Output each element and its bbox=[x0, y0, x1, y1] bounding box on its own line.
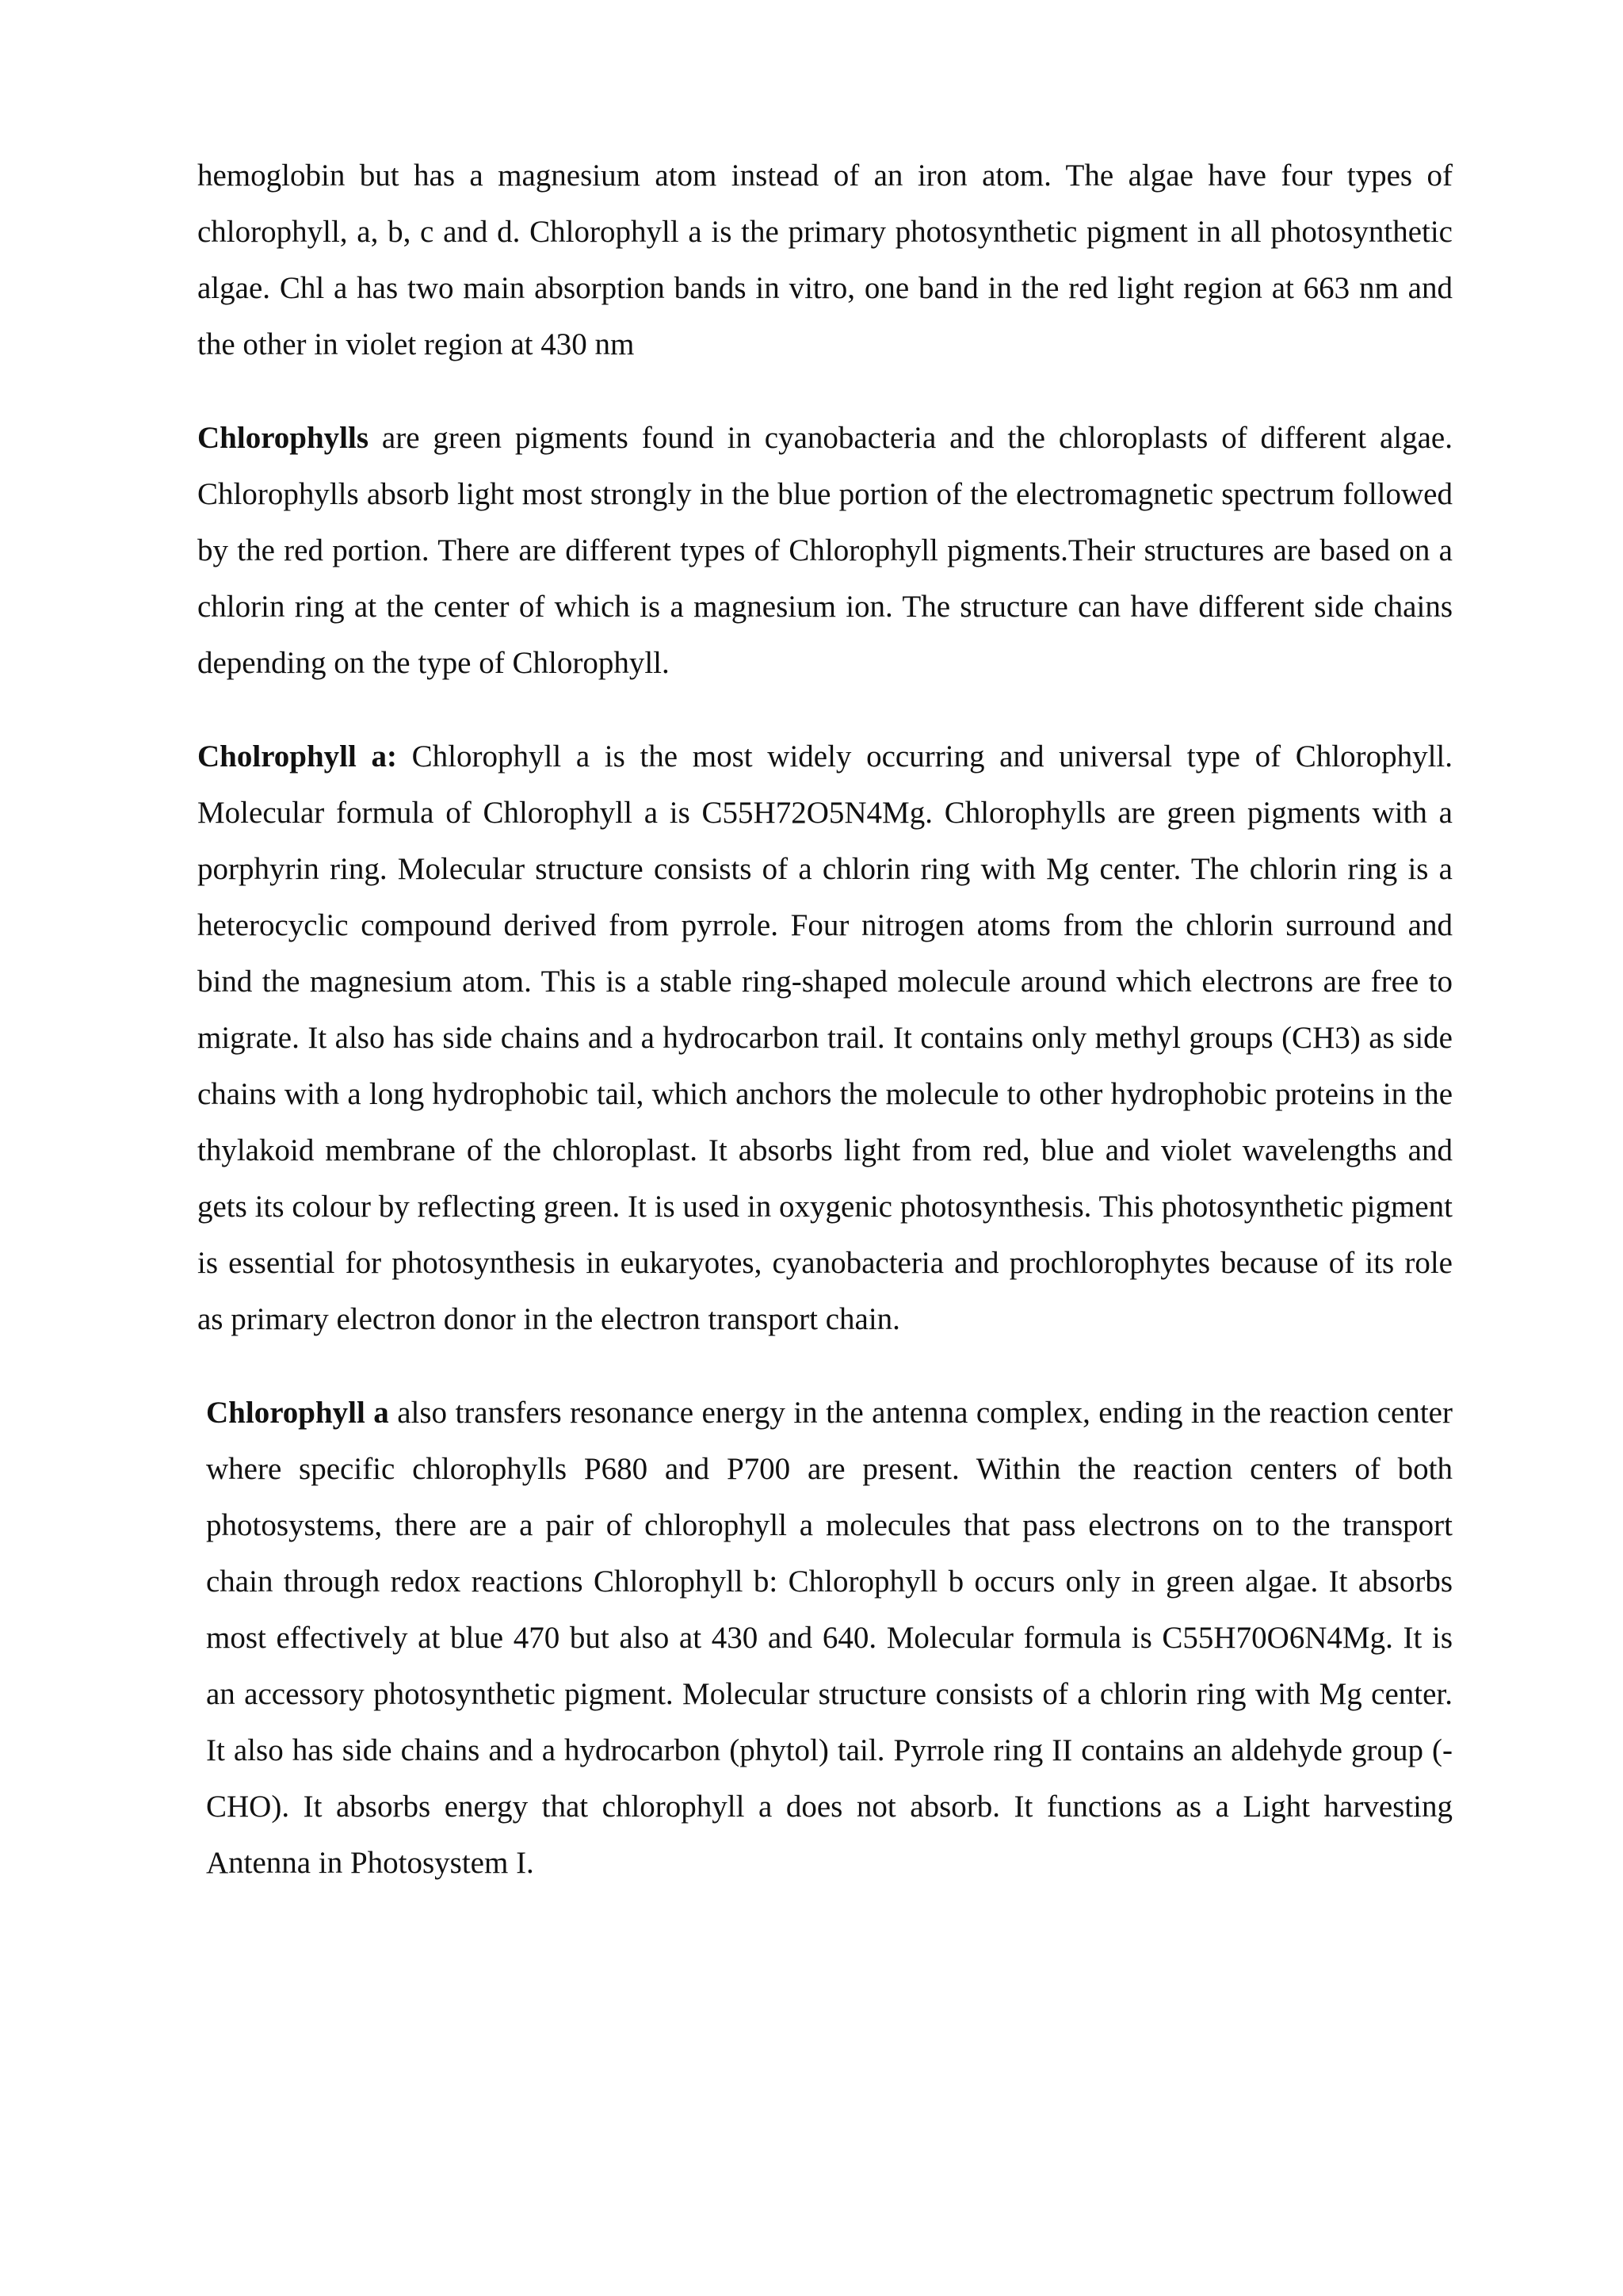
paragraph-chlorophyll-a-energy bbox=[197, 1385, 1453, 1891]
term-heading: Chlorophylls bbox=[197, 421, 369, 455]
document-page bbox=[197, 147, 1453, 1891]
paragraph-chlorophylls bbox=[197, 410, 1453, 691]
paragraph-text: Chlorophyll a is the most widely occurring and universal type of Chlorophyll. Molecular formula of Chlorophyll a is C55H72O5N4Mg. Chlorophylls are green pigments with a porphyrin ring. Molecular structure consists of a chlorin ring with Mg center. The chlorin ring is a heterocyclic compound derived from pyrrole. Four nitrogen atoms from the chlorin surround and bind the magnesium atom. This is a stable ring-shaped molecule around which electrons are free to migrate. It also has side chains and a hydrocarbon trail. It contains only methyl groups (CH3) as side chains with a long hydrophobic tail, which anchors the molecule to other hydrophobic proteins in the thylakoid membrane of the chloroplast. It absorbs light from red, blue and violet wavelengths and gets its colour by reflecting green. It is used in oxygenic photosynthesis. This photosynthetic pigment is essential for photosynthesis in eukaryotes, cyanobacteria and prochlorophytes because of its role as primary electron donor in the electron transport chain. bbox=[197, 739, 1453, 1336]
term-heading: Cholrophyll a: bbox=[197, 739, 397, 774]
paragraph-text: also transfers resonance energy in the antenna complex, ending in the reaction center where specific chlorophylls P680 and P700 are present. Within the reaction centers of both photosystems, there are a pair of chlorophyll a molecules that pass electrons on to the transport chain through redox reactions Chlorophyll b: Chlorophyll b occurs only in green algae. It absorbs most effectively at blue 470 but also at 430 and 640. Molecular formula is C55H70O6N4Mg. It is an accessory photosynthetic pigment. Molecular structure consists of a chlorin ring with Mg center. It also has side chains and a hydrocarbon (phytol) tail. Pyrrole ring II contains an aldehyde group (- CHO). It absorbs energy that chlorophyll a does not absorb. It functions as a Light harvesting Antenna in Photosystem I. bbox=[206, 1396, 1453, 1880]
paragraph-text: hemoglobin but has a magnesium atom instead of an iron atom. The algae have four types of chlorophyll, a, b, c and d. Chlorophyll a is the primary photosynthetic pigment in all photosynthetic algae. Chl a has two main absorption bands in vitro, one band in the red light region at 663 nm and the other in violet region at 430 nm bbox=[197, 159, 1453, 361]
term-heading: Chlorophyll a bbox=[206, 1396, 389, 1430]
paragraph-chlorophyll-a bbox=[197, 728, 1453, 1347]
paragraph-chlorophyll-intro bbox=[197, 147, 1453, 372]
paragraph-text: are green pigments found in cyanobacteria and the chloroplasts of different algae. Chlorophylls absorb light most strongly in the blue portion of the electromagnetic spectrum followed by the red portion. There are different types of Chlorophyll pigments.Their structures are based on a chlorin ring at the center of which is a magnesium ion. The structure can have different side chains depending on the type of Chlorophyll. bbox=[197, 421, 1453, 680]
